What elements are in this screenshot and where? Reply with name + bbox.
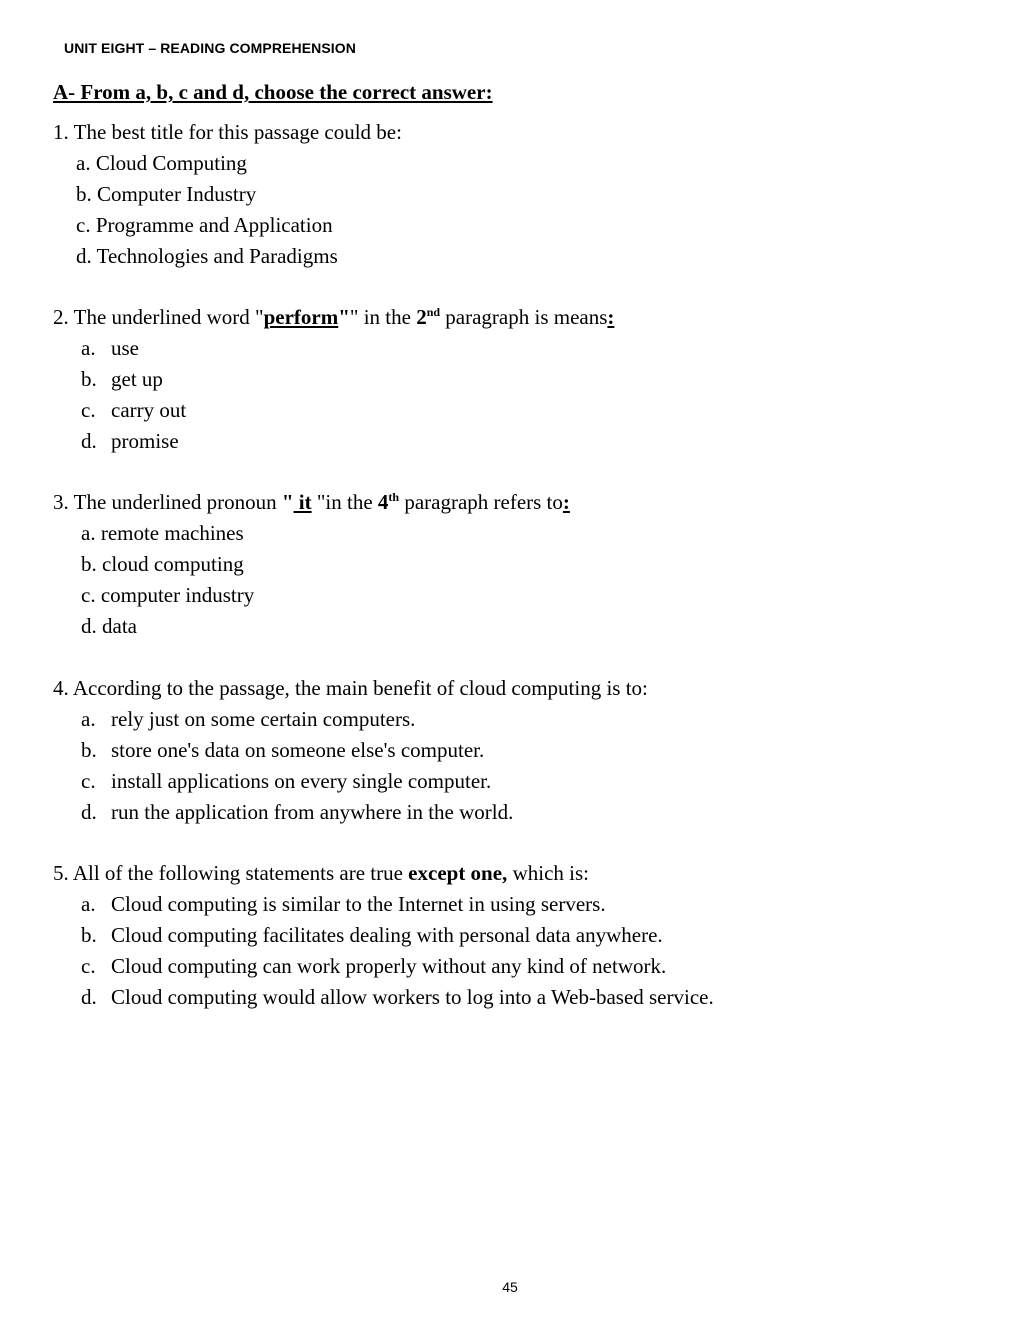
- option-marker: a.: [81, 336, 96, 360]
- option-marker: c.: [81, 769, 96, 793]
- question-3-quote: ": [281, 490, 294, 514]
- question-2: [53, 302, 614, 457]
- question-2-option-d: [53, 426, 614, 457]
- option-marker: a.: [81, 707, 96, 731]
- option-text: run the application from anywhere in the world.: [111, 800, 514, 824]
- question-2-colon: :: [607, 305, 615, 329]
- option-text: promise: [111, 429, 179, 453]
- question-3-stem-text: "in the: [311, 490, 378, 514]
- question-5-option-d: [53, 982, 714, 1013]
- question-3-colon: :: [562, 490, 570, 514]
- question-4: [53, 673, 648, 828]
- option-text: carry out: [111, 398, 187, 422]
- option-marker: d.: [81, 800, 97, 824]
- question-1: [53, 117, 402, 272]
- option-marker: a.: [81, 892, 96, 916]
- question-5-stem-text: which is:: [507, 861, 589, 885]
- question-3-option-d: d. data: [81, 614, 137, 638]
- question-1-stem: 1. The best title for this passage could be:: [53, 120, 402, 144]
- question-5-option-b: [53, 920, 714, 951]
- paragraph-ordinal: 4: [377, 490, 389, 514]
- option-marker: c.: [81, 954, 96, 978]
- question-3-option-c: c. computer industry: [81, 583, 255, 607]
- question-2-option-a: [53, 333, 614, 364]
- question-3-stem-text: 3. The underlined pronoun: [53, 490, 282, 514]
- option-text: Cloud computing is similar to the Internet in using servers.: [111, 892, 606, 916]
- question-3-stem: [53, 487, 570, 518]
- option-text: store one's data on someone else's computer.: [111, 738, 485, 762]
- page-number: 45: [502, 1279, 518, 1295]
- option-text: get up: [111, 367, 163, 391]
- unit-header: UNIT EIGHT – READING COMPREHENSION: [64, 40, 356, 56]
- question-2-stem-text: paragraph is means: [440, 305, 608, 329]
- option-text: use: [111, 336, 139, 360]
- question-1-option-d: d. Technologies and Paradigms: [76, 244, 338, 268]
- ordinal-suffix: nd: [426, 305, 441, 319]
- paragraph-ordinal: 2: [416, 305, 427, 329]
- option-text: Cloud computing facilitates dealing with personal data anywhere.: [111, 923, 663, 947]
- underlined-word-perform: perform: [263, 305, 339, 329]
- question-4-option-d: [53, 797, 648, 828]
- question-5-option-a: [53, 889, 714, 920]
- option-marker: d.: [81, 985, 97, 1009]
- question-3-option-b: b. cloud computing: [81, 552, 244, 576]
- option-marker: c.: [81, 398, 96, 422]
- question-3-option-a: a. remote machines: [81, 521, 244, 545]
- question-5-stem-text: 5. All of the following statements are true: [53, 861, 409, 885]
- question-1-option-b: b. Computer Industry: [76, 182, 257, 206]
- underlined-pronoun-it: it: [293, 490, 312, 514]
- section-title: A- From a, b, c and d, choose the correct answer:: [53, 80, 493, 104]
- question-1-option-a: a. Cloud Computing: [76, 151, 247, 175]
- question-1-option-c: c. Programme and Application: [76, 213, 333, 237]
- question-3: [53, 487, 570, 642]
- question-3-stem-text: paragraph refers to: [399, 490, 563, 514]
- emphasis-except-one: except one,: [408, 861, 508, 885]
- question-4-option-b: [53, 735, 648, 766]
- option-marker: b.: [81, 738, 97, 762]
- question-2-stem-text: " in the: [349, 305, 417, 329]
- question-5: [53, 858, 714, 1013]
- question-2-stem-text: 2. The underlined word ": [53, 305, 264, 329]
- question-2-option-b: [53, 364, 614, 395]
- ordinal-suffix: th: [388, 490, 400, 504]
- option-marker: b.: [81, 367, 97, 391]
- question-5-stem: [53, 858, 714, 889]
- option-text: rely just on some certain computers.: [111, 707, 416, 731]
- option-text: Cloud computing can work properly without any kind of network.: [111, 954, 667, 978]
- question-5-option-c: [53, 951, 714, 982]
- option-text: Cloud computing would allow workers to log into a Web-based service.: [111, 985, 714, 1009]
- option-marker: d.: [81, 429, 97, 453]
- question-2-quote: ": [338, 305, 350, 329]
- question-2-stem: [53, 302, 614, 333]
- question-2-option-c: [53, 395, 614, 426]
- question-4-option-c: [53, 766, 648, 797]
- question-4-stem: 4. According to the passage, the main benefit of cloud computing is to:: [53, 676, 648, 700]
- option-text: install applications on every single computer.: [111, 769, 492, 793]
- question-4-option-a: [53, 704, 648, 735]
- option-marker: b.: [81, 923, 97, 947]
